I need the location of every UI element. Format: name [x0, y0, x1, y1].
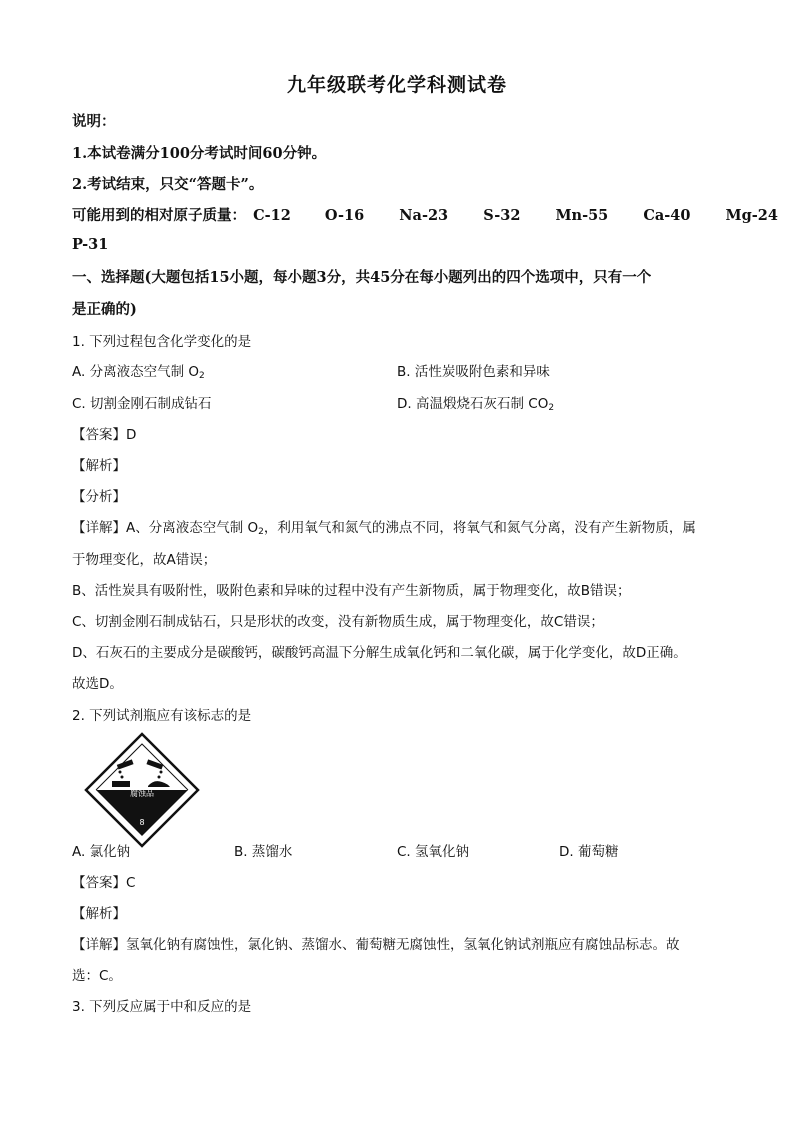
q1-option-a: A. 分离液态空气制 $O_2$: [72, 364, 205, 381]
corrosive-hazard-sign: [84, 732, 200, 848]
q1-fenxi-tag: 【分析】: [72, 489, 126, 505]
q2-answer: 【答案】C: [72, 875, 136, 891]
q3-stem: 3. 下列反应属于中和反应的是: [72, 999, 252, 1015]
atomic-mass-item: C-12: [253, 207, 291, 224]
q1-detail-line1: 【详解】A、分离液态空气制 $O_2$，利用氧气和氮气的沸点不同，将氧气和氮气分离，没有产生新物质，属: [72, 520, 696, 537]
atomic-mass-item: S-32: [483, 207, 521, 224]
q1-analysis-tag: 【解析】: [72, 458, 126, 474]
q2-detail-line1: 【详解】氢氧化钠有腐蚀性，氯化钠、蒸馏水、葡萄糖无腐蚀性，氢氧化钠试剂瓶应有腐蚀品标志。故: [72, 937, 680, 953]
q2-option-d: D. 葡萄糖: [559, 844, 619, 860]
notes-heading: 说明：: [72, 113, 116, 130]
sign-label: 腐蚀品: [130, 789, 154, 798]
atomic-mass-item: O-16: [324, 207, 365, 224]
q1-answer: 【答案】D: [72, 427, 137, 443]
section-heading-line2: 是正确的): [72, 301, 137, 318]
atomic-mass-item: Ca-40: [643, 207, 691, 224]
atomic-mass-item: P-31: [72, 236, 109, 253]
q2-stem: 2. 下列试剂瓶应有该标志的是: [72, 708, 252, 724]
q2-option-c: C. 氢氧化钠: [397, 844, 470, 860]
atomic-mass-item: Mn-55: [555, 207, 609, 224]
atomic-mass-row: [72, 204, 778, 225]
note-item-1: 1.本试卷满分100分考试时间60分钟。: [72, 145, 327, 162]
q2-detail-line2: 选：C。: [72, 968, 122, 984]
q1-detail-line4: D、石灰石的主要成分是碳酸钙，碳酸钙高温下分解生成氧化钙和二氧化碳，属于化学变化，故D正确。: [72, 645, 687, 661]
q2-analysis-tag: 【解析】: [72, 906, 126, 922]
q1-conclusion: 故选D。: [72, 676, 123, 692]
q1-option-d: D. 高温煅烧石灰石制 $CO_2$: [397, 396, 555, 413]
atomic-mass-item: Na-23: [399, 207, 449, 224]
q1-detail-line2: B、活性炭具有吸附性，吸附色素和异味的过程中没有产生新物质，属于物理变化，故B错误；: [72, 583, 631, 599]
q2-option-b: B. 蒸馏水: [234, 844, 293, 860]
atomic-mass-item: Mg-24: [725, 207, 778, 224]
section-heading-line1: 一、选择题(大题包括15小题，每小题3分，共45分在每小题列出的四个选项中，只有一个: [72, 269, 652, 286]
note-item-2: 2.考试结束，只交“答题卡”。: [72, 176, 264, 193]
atomic-mass-label: 可能用到的相对原子质量：: [72, 207, 246, 224]
q1-option-c: C. 切割金刚石制成钻石: [72, 396, 212, 412]
q1-stem: 1. 下列过程包含化学变化的是: [72, 334, 252, 350]
sign-class-number: 8: [139, 818, 145, 827]
q1-detail-line3: C、切割金刚石制成钻石，只是形状的改变，没有新物质生成，属于物理变化，故C错误；: [72, 614, 604, 630]
q1-detail-line1b: 于物理变化，故A错误；: [72, 552, 217, 568]
page-title: 九年级联考化学科测试卷: [286, 74, 507, 96]
q1-option-b: B. 活性炭吸附色素和异味: [397, 364, 550, 380]
q2-option-a: A. 氯化钠: [72, 844, 131, 860]
